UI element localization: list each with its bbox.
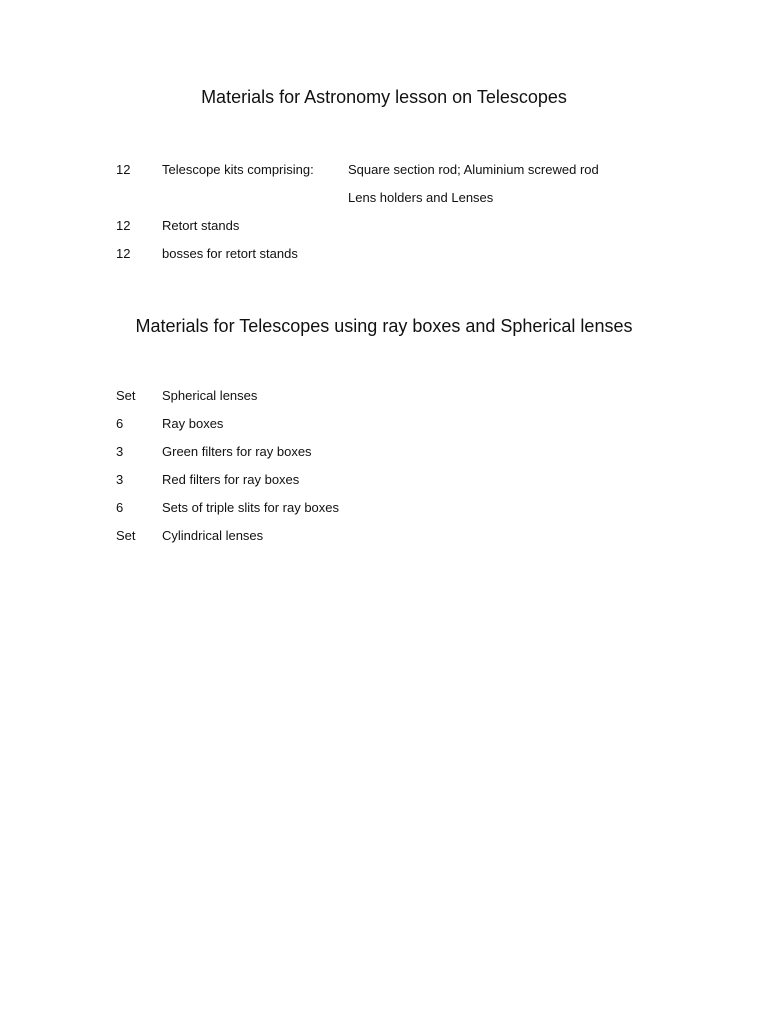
row-quantity: 6 [116,500,124,515]
row-item: Telescope kits comprising: [162,162,314,177]
row-item: Red filters for ray boxes [162,472,300,487]
row-detail: Lens holders and Lenses [348,190,494,205]
materials-row [0,498,768,518]
row-item: Ray boxes [162,416,224,431]
row-quantity: 12 [116,246,131,261]
row-item: Green filters for ray boxes [162,444,312,459]
row-quantity: 12 [116,218,131,233]
row-quantity: Set [116,528,136,543]
materials-row [0,216,768,236]
materials-row [0,526,768,546]
materials-row [0,386,768,406]
row-quantity: Set [116,388,136,403]
row-quantity: 6 [116,416,124,431]
row-detail: Square section rod; Aluminium screwed rod [348,162,599,177]
materials-row [0,414,768,434]
row-item: Sets of triple slits for ray boxes [162,500,340,515]
section-2-title: Materials for Telescopes using ray boxes and Spherical lenses [135,316,633,336]
materials-row [0,442,768,462]
row-item: Cylindrical lenses [162,528,264,543]
row-quantity: 12 [116,162,131,177]
materials-row [0,160,768,180]
row-item: bosses for retort stands [162,246,298,261]
section-1-title: Materials for Astronomy lesson on Telescopes [201,87,567,107]
materials-row [0,470,768,490]
materials-row [0,244,768,264]
materials-row [0,188,768,208]
row-item: Retort stands [162,218,240,233]
row-quantity: 3 [116,444,124,459]
row-item: Spherical lenses [162,388,258,403]
row-quantity: 3 [116,472,124,487]
